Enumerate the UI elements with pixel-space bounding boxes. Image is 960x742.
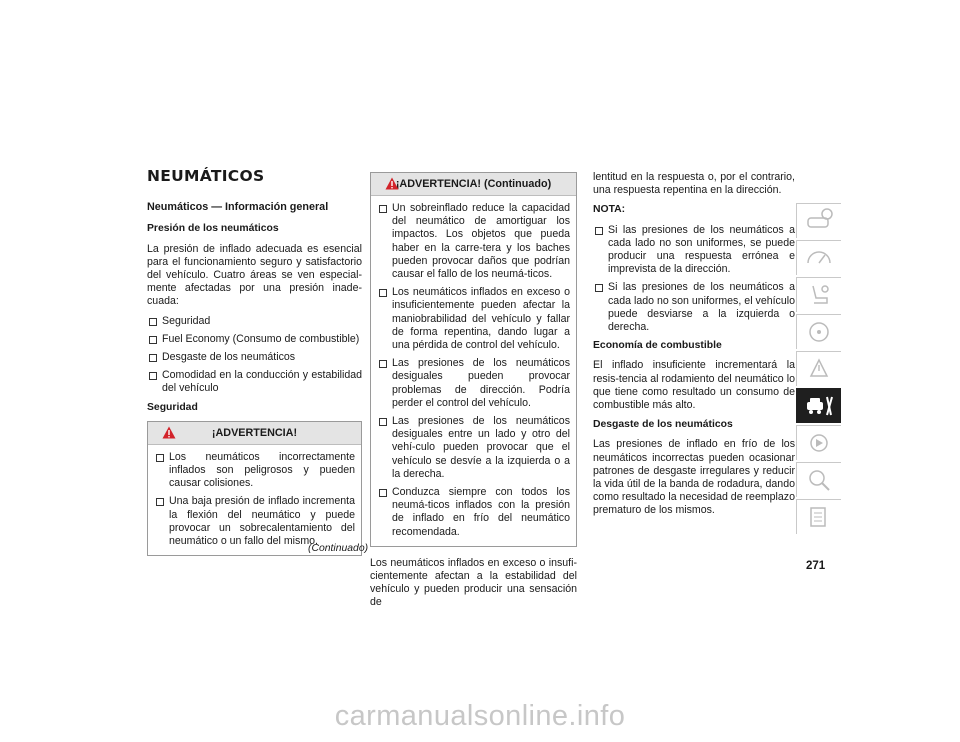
heading-safety: Seguridad [147, 401, 198, 413]
warning-triangle-icon [162, 426, 176, 439]
list-item: Los neumáticos inflados en exceso o insuficientemente pueden afectar la maniobrabilidad del vehículo y fallar de forma repentina, dando lugar a una pérdida de control del vehículo. [377, 286, 570, 352]
warning-header [148, 422, 361, 445]
list-item: Si las presiones de los neumáticos a cada lado no son uniformes, se puede producir una respuesta errónea e imprevista de la dirección. [593, 224, 795, 277]
tab-servicing[interactable] [796, 388, 841, 423]
tab-warning[interactable] [796, 351, 841, 386]
tab-car-info[interactable] [796, 203, 841, 238]
tab-search[interactable] [796, 462, 841, 497]
tab-multimedia[interactable] [796, 425, 841, 460]
warning-box [147, 421, 362, 556]
watermark: carmanualsonline.info [334, 700, 626, 732]
car-info-icon [805, 208, 833, 234]
warning-header [371, 173, 576, 196]
list-item: Las presiones de los neumáticos desiguales entre un lado y otro del vehí-culo pueden provocar que el vehículo se desvíe a la izquierda o a la derecha. [377, 415, 570, 481]
tab-steering[interactable] [796, 314, 841, 349]
steering-wheel-icon [805, 319, 833, 345]
warning-box-continued [370, 172, 577, 547]
areas-list [147, 315, 362, 396]
warning-title: ¡ADVERTENCIA! (Continuado) [395, 178, 552, 190]
tab-index[interactable] [796, 499, 841, 534]
tab-seat[interactable] [796, 277, 841, 312]
list-item: Los neumáticos incorrectamente inflados son peligrosos y pueden causar colisiones. [154, 451, 355, 491]
note-list [593, 224, 795, 335]
list-item: Comodidad en la conducción y estabilidad del vehículo [147, 369, 362, 395]
seat-icon [805, 282, 833, 308]
warning-list [377, 202, 570, 539]
list-item: Las presiones de los neumáticos desiguales pueden provocar problemas de dirección. Podría perder el control del vehículo. [377, 357, 570, 410]
wear-paragraph: Las presiones de inflado en frío de los neumáticos incorrectas pueden ocasionar patrones de desgaste irregulares y reducir la vida útil de la banda de rodadura, dando como resultado la necesidad de reemplazo prematuro de los mismos. [593, 438, 795, 517]
car-tools-icon [805, 393, 835, 419]
warning-triangle-icon [385, 177, 399, 190]
index-icon [805, 504, 833, 530]
search-icon [805, 467, 833, 493]
page-number: 271 [806, 560, 826, 572]
continued-label: (Continuado) [308, 543, 369, 554]
fuel-paragraph: El inflado insuficiente incrementará la resis-tencia al rodamiento del neumático lo que tiene como resultado un consumo de combustible más alto. [593, 359, 795, 412]
note-label: NOTA: [593, 204, 626, 216]
dashboard-icon [805, 245, 833, 271]
right-column [593, 171, 795, 524]
list-item: Un sobreinflado reduce la capacidad del neumático de amortiguar los impactos. Los objetos que pueda haber en la carre-tera y los baches pueden provocar daños que podrían causar el fallo de los neumá-ticos. [377, 202, 570, 281]
list-item: Seguridad [147, 315, 362, 328]
list-item: Si las presiones de los neumáticos a cada lado no son uniformes, el vehículo puede desviarse a la izquierda o derecha. [593, 281, 795, 334]
warning-title: ¡ADVERTENCIA! [211, 426, 298, 439]
heading-pressure: Presión de los neumáticos [147, 223, 279, 235]
warning-list [154, 451, 355, 548]
list-item: Una baja presión de inflado incrementa la flexión del neumático y puede provocar un sobrecalentamiento del neumático o un fallo del mismo. [154, 495, 355, 548]
list-item: Desgaste de los neumáticos [147, 351, 362, 364]
stability-paragraph: Los neumáticos inflados en exceso o insufi-cientemente afectan a la estabilidad del vehículo y pueden producir una sensación de [370, 556, 577, 609]
heading-wear: Desgaste de los neumáticos [593, 419, 733, 431]
car-warning-icon [805, 356, 833, 382]
list-item: Fuel Economy (Consumo de combustible) [147, 333, 362, 346]
paragraph-continued: lentitud en la respuesta o, por el contrario, una respuesta repentina en la dirección. [593, 171, 795, 197]
multimedia-icon [805, 430, 833, 456]
left-column [147, 167, 362, 556]
middle-column [370, 172, 577, 616]
tab-dashboard[interactable] [796, 240, 841, 275]
intro-paragraph: La presión de inflado adecuada es esencial para el funcionamiento seguro y satisfactorio del vehículo. Cuatro áreas se ven especial-mente afectadas por una presión inade-cuada: [147, 242, 362, 308]
list-item: Conduzca siempre con todos los neumá-ticos inflados con la presión de inflado en frío del neumático recomendada. [377, 486, 570, 539]
heading-fuel: Economía de combustible [593, 340, 722, 352]
section-subtitle: Neumáticos — Información general [147, 201, 329, 214]
page-title: NEUMÁTICOS [147, 167, 265, 185]
chapter-tabs [796, 203, 842, 536]
